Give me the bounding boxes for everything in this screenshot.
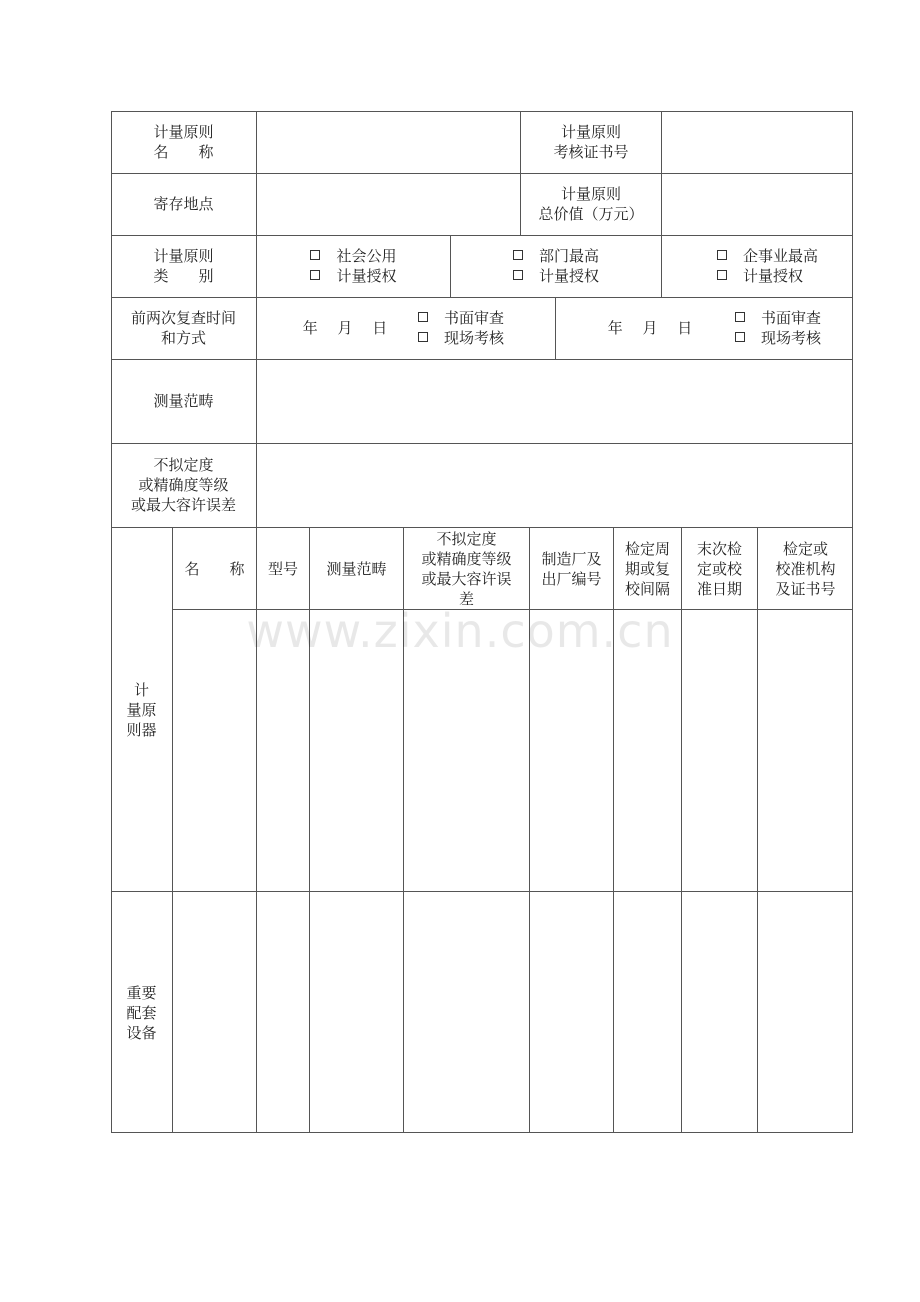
divider [172,527,173,1133]
divider [613,527,614,1133]
review-date-2[interactable]: 年 月 日 [607,319,693,337]
total-value-label: 计量原则 总价值（万元） [538,185,644,223]
divider [172,609,853,610]
category-option-enterprise[interactable] [662,235,853,297]
checkbox-icon[interactable] [418,312,428,322]
checkbox-icon[interactable] [735,312,745,322]
header-agency: 检定或 校准机构 及证书号 [775,539,836,598]
storage-location-label: 寄存地点 [153,195,214,213]
certificate-number-field[interactable] [662,111,853,173]
divider [529,527,530,1133]
option-label: 部门最高 [538,247,599,265]
header-manufacturer: 制造厂及 出厂编号 [541,549,602,588]
review-method-1[interactable] [418,297,548,359]
header-scope: 测量范畴 [326,559,387,578]
header-interval: 检定周 期或复 校间隔 [624,539,670,598]
divider [757,527,758,1133]
review-date-1[interactable]: 年 月 日 [302,319,388,337]
category-label: 计量原则 类 别 [153,247,214,285]
divider [555,297,556,359]
header-uncertainty: 不拟定度 或精确度等级 或最大容许误 差 [421,529,512,608]
checkbox-icon[interactable] [418,332,428,342]
checkbox-icon[interactable] [310,270,320,280]
measurement-scope-field[interactable] [257,359,853,443]
group-standard-label: 计 量原 则器 [126,680,157,739]
option-label: 计量授权 [742,267,803,285]
certificate-number-label: 计量原则 考核证书号 [553,123,629,161]
option-label: 现场考核 [761,329,822,347]
option-label: 社会公用 [336,247,397,265]
header-name: 名 称 [184,559,245,578]
divider [256,527,257,1133]
checkbox-icon[interactable] [717,270,727,280]
option-label: 书面审查 [444,309,505,327]
total-value-field[interactable] [662,173,853,235]
option-label: 书面审查 [761,309,822,327]
category-option-public[interactable] [257,235,450,297]
divider [681,527,682,1133]
checkbox-icon[interactable] [717,250,727,260]
checkbox-icon[interactable] [513,250,523,260]
divider [403,527,404,1133]
storage-location-field[interactable] [257,173,520,235]
checkbox-icon[interactable] [513,270,523,280]
uncertainty-label: 不拟定度 或精确度等级 或最大容许误差 [130,456,236,514]
divider [111,891,853,892]
review-label: 前两次复查时间 和方式 [130,309,236,347]
option-label: 计量授权 [538,267,599,285]
uncertainty-field[interactable] [257,443,853,527]
watermark: www.zixin.com.cn [246,604,674,658]
checkbox-icon[interactable] [310,250,320,260]
header-model: 型号 [267,559,298,578]
header-last-date: 末次检 定或校 准日期 [696,539,742,598]
option-label: 计量授权 [336,267,397,285]
standard-name-label: 计量原则 名 称 [153,123,214,161]
option-label: 现场考核 [444,329,505,347]
review-method-2[interactable] [735,297,850,359]
standard-name-field[interactable] [257,111,520,173]
measurement-scope-label: 测量范畴 [153,392,214,410]
divider [309,527,310,1133]
checkbox-icon[interactable] [735,332,745,342]
option-label: 企事业最高 [742,247,818,265]
category-option-department[interactable] [451,235,661,297]
group-equipment-label: 重要 配套 设备 [126,983,157,1042]
